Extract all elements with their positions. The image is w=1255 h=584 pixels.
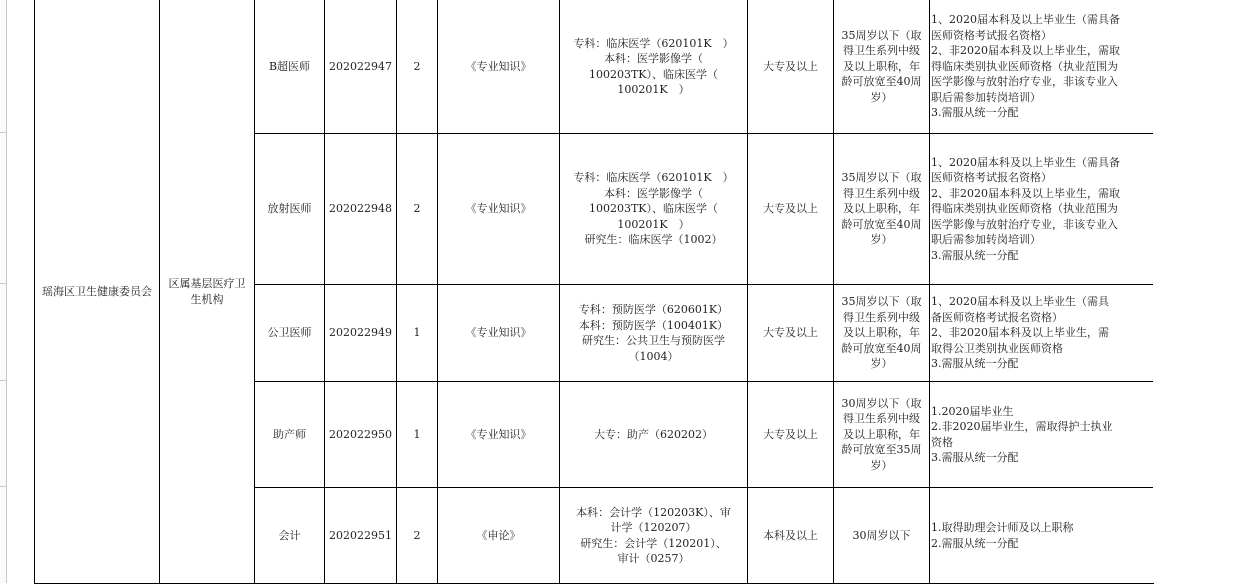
age-line: 得卫生系列中级 [843, 412, 920, 426]
major-cell[interactable] [560, 285, 748, 382]
position-code-cell[interactable] [325, 382, 397, 488]
education-cell[interactable] [748, 134, 834, 285]
other-line: 职后需参加转岗培训） [931, 90, 1041, 104]
count-cell[interactable] [397, 0, 438, 134]
other-line: 备医师资格考试报名资格） [931, 310, 1063, 324]
major-line: 研究生：会计学（120201）、 [580, 536, 727, 550]
other-line: 1.取得助理会计师及以上职称 [931, 521, 1074, 534]
education-text: 大专及以上 [763, 427, 818, 441]
unit-text: 区属基层医疗卫生机构 [168, 277, 246, 306]
age-line: 得卫生系列中级 [843, 310, 920, 324]
other-line: 得临床类别执业医师资格（执业范围为 [931, 202, 1118, 216]
education-cell[interactable] [748, 488, 834, 584]
other-line: 2、非2020届本科及以上毕业生，需取 [931, 186, 1120, 200]
major-line: 100203TK）、临床医学（ [588, 202, 719, 216]
age-line: 35周岁以下（取 [841, 171, 922, 185]
count-text: 2 [413, 202, 421, 216]
major-line: 本科：医学影像学（ [604, 52, 703, 65]
other-line: 3.需服从统一分配 [931, 357, 1019, 371]
age-cell[interactable] [834, 382, 930, 488]
count-text: 2 [413, 528, 421, 542]
count-text: 1 [413, 326, 421, 340]
code-text: 202022947 [329, 59, 392, 73]
age-line: 龄可放宽至40周 [841, 341, 922, 355]
age-line: 岁） [870, 458, 893, 472]
other-requirements-cell[interactable] [930, 285, 1154, 382]
department-cell[interactable] [35, 0, 160, 584]
exam-text: 《专业知识》 [465, 202, 532, 216]
position-text: 助产师 [273, 427, 306, 441]
age-line: 龄可放宽至35周 [841, 443, 922, 457]
other-line: 医师资格考试报名资格） [931, 28, 1052, 42]
other-line: 2、非2020届本科及以上毕业生，需 [931, 326, 1109, 340]
major-cell[interactable] [560, 488, 748, 584]
count-cell[interactable] [397, 382, 438, 488]
education-cell[interactable] [748, 0, 834, 134]
major-line: 研究生：临床医学（1002） [584, 233, 723, 247]
education-cell[interactable] [748, 382, 834, 488]
major-line: 专科：临床医学（620101K ） [573, 36, 734, 50]
position-cell[interactable] [255, 488, 325, 584]
age-cell[interactable] [834, 0, 930, 134]
age-line: 及以上职称，年 [843, 427, 920, 441]
code-text: 202022951 [329, 528, 392, 542]
position-text: 放射医师 [267, 202, 312, 216]
other-requirements-cell[interactable] [930, 488, 1154, 584]
row-header-gutter [0, 0, 7, 583]
major-line: 本科：预防医学（100401K） [578, 318, 729, 332]
other-line: 医学影像与放射治疗专业，非该专业入 [931, 75, 1118, 89]
position-text: 会计 [278, 528, 301, 542]
age-line: 岁） [870, 357, 893, 371]
other-line: 1.2020届毕业生 [931, 404, 1014, 418]
other-line: 3.需服从统一分配 [931, 248, 1019, 262]
age-cell[interactable] [834, 285, 930, 382]
age-cell[interactable] [834, 488, 930, 584]
table-row [35, 0, 1154, 134]
other-line: 1、2020届本科及以上毕业生（需具备 [931, 155, 1120, 169]
exam-text: 《申论》 [476, 528, 521, 542]
major-line: 计学（120207） [610, 521, 697, 534]
position-code-cell[interactable] [325, 285, 397, 382]
age-line: 岁） [870, 233, 893, 247]
exam-text: 《专业知识》 [465, 427, 532, 441]
other-requirements-cell[interactable] [930, 134, 1154, 285]
position-code-cell[interactable] [325, 134, 397, 285]
exam-text: 《专业知识》 [465, 326, 532, 340]
major-line: 审计（0257） [617, 552, 690, 565]
other-line: 2.非2020届毕业生，需取得护士执业 [931, 420, 1113, 433]
exam-text: 《专业知识》 [465, 59, 532, 73]
age-line: 龄可放宽至40周 [841, 75, 922, 89]
count-text: 2 [413, 59, 421, 73]
age-line: 35周岁以下（取 [841, 295, 922, 309]
education-text: 大专及以上 [763, 59, 818, 73]
count-cell[interactable] [397, 134, 438, 285]
major-line: 研究生：公共卫生与预防医学 [582, 334, 725, 347]
age-cell[interactable] [834, 134, 930, 285]
age-line: 及以上职称，年 [843, 326, 920, 340]
position-text: 公卫医师 [267, 326, 312, 340]
unit-cell[interactable] [160, 0, 255, 584]
age-line: 龄可放宽至40周 [841, 217, 922, 231]
position-cell[interactable] [255, 382, 325, 488]
other-line: 资格 [931, 435, 953, 449]
age-line: 30周岁以下 [852, 528, 911, 542]
position-text: B超医师 [268, 59, 311, 73]
major-cell[interactable] [560, 0, 748, 134]
major-line: （1004） [628, 349, 679, 363]
code-text: 202022949 [329, 326, 392, 340]
department-text: 瑶海区卫生健康委员会 [42, 284, 152, 298]
major-line: 100203TK）、临床医学（ [588, 67, 719, 81]
count-cell[interactable] [397, 285, 438, 382]
other-line: 职后需参加转岗培训） [931, 233, 1041, 247]
other-line: 1、2020届本科及以上毕业生（需具 [931, 295, 1109, 309]
major-line: 专科：临床医学（620101K ） [573, 171, 734, 185]
other-line: 得临床类别执业医师资格（执业范围为 [931, 59, 1118, 73]
major-line: 100201K ） [617, 217, 690, 231]
age-line: 岁） [870, 90, 893, 104]
other-line: 3.需服从统一分配 [931, 106, 1019, 120]
other-line: 取得公卫类别执业医师资格 [931, 341, 1063, 355]
position-cell[interactable] [255, 134, 325, 285]
major-line: 本科：会计学（120203K）、审 [576, 505, 731, 519]
other-line: 医师资格考试报名资格） [931, 171, 1052, 185]
major-line: 专科：预防医学（620601K） [578, 303, 729, 316]
other-requirements-cell[interactable] [930, 382, 1154, 488]
age-line: 及以上职称，年 [843, 59, 920, 73]
education-text: 大专及以上 [763, 202, 818, 216]
other-line: 2.需服从统一分配 [931, 536, 1019, 550]
age-line: 得卫生系列中级 [843, 186, 920, 200]
education-text: 大专及以上 [763, 326, 818, 340]
empty-sheet-area [1153, 0, 1255, 583]
major-line: 100201K ） [617, 83, 690, 96]
education-cell[interactable] [748, 285, 834, 382]
major-cell[interactable] [560, 382, 748, 488]
other-line: 3.需服从统一分配 [931, 451, 1019, 464]
exam-subject-cell[interactable] [438, 488, 560, 584]
exam-subject-cell[interactable] [438, 134, 560, 285]
position-code-cell[interactable] [325, 488, 397, 584]
age-line: 35周岁以下（取 [841, 28, 922, 42]
recruitment-table [34, 0, 1154, 584]
position-cell[interactable] [255, 0, 325, 134]
major-line: 大专：助产（620202） [594, 427, 713, 441]
other-line: 医学影像与放射治疗专业，非该专业入 [931, 217, 1118, 231]
other-line: 1、2020届本科及以上毕业生（需具备 [931, 13, 1120, 27]
major-line: 本科：医学影像学（ [604, 186, 703, 200]
other-requirements-cell[interactable] [930, 0, 1154, 134]
exam-subject-cell[interactable] [438, 0, 560, 134]
exam-subject-cell[interactable] [438, 382, 560, 488]
other-line: 2、非2020届本科及以上毕业生，需取 [931, 44, 1120, 58]
exam-subject-cell[interactable] [438, 285, 560, 382]
education-text: 本科及以上 [763, 528, 818, 542]
count-cell[interactable] [397, 488, 438, 584]
position-code-cell[interactable] [325, 0, 397, 134]
count-text: 1 [413, 427, 421, 441]
age-line: 及以上职称，年 [843, 202, 920, 216]
position-cell[interactable] [255, 285, 325, 382]
code-text: 202022948 [329, 202, 392, 216]
age-line: 得卫生系列中级 [843, 44, 920, 58]
major-cell[interactable] [560, 134, 748, 285]
code-text: 202022950 [329, 427, 392, 441]
age-line: 30周岁以下（取 [841, 396, 922, 410]
